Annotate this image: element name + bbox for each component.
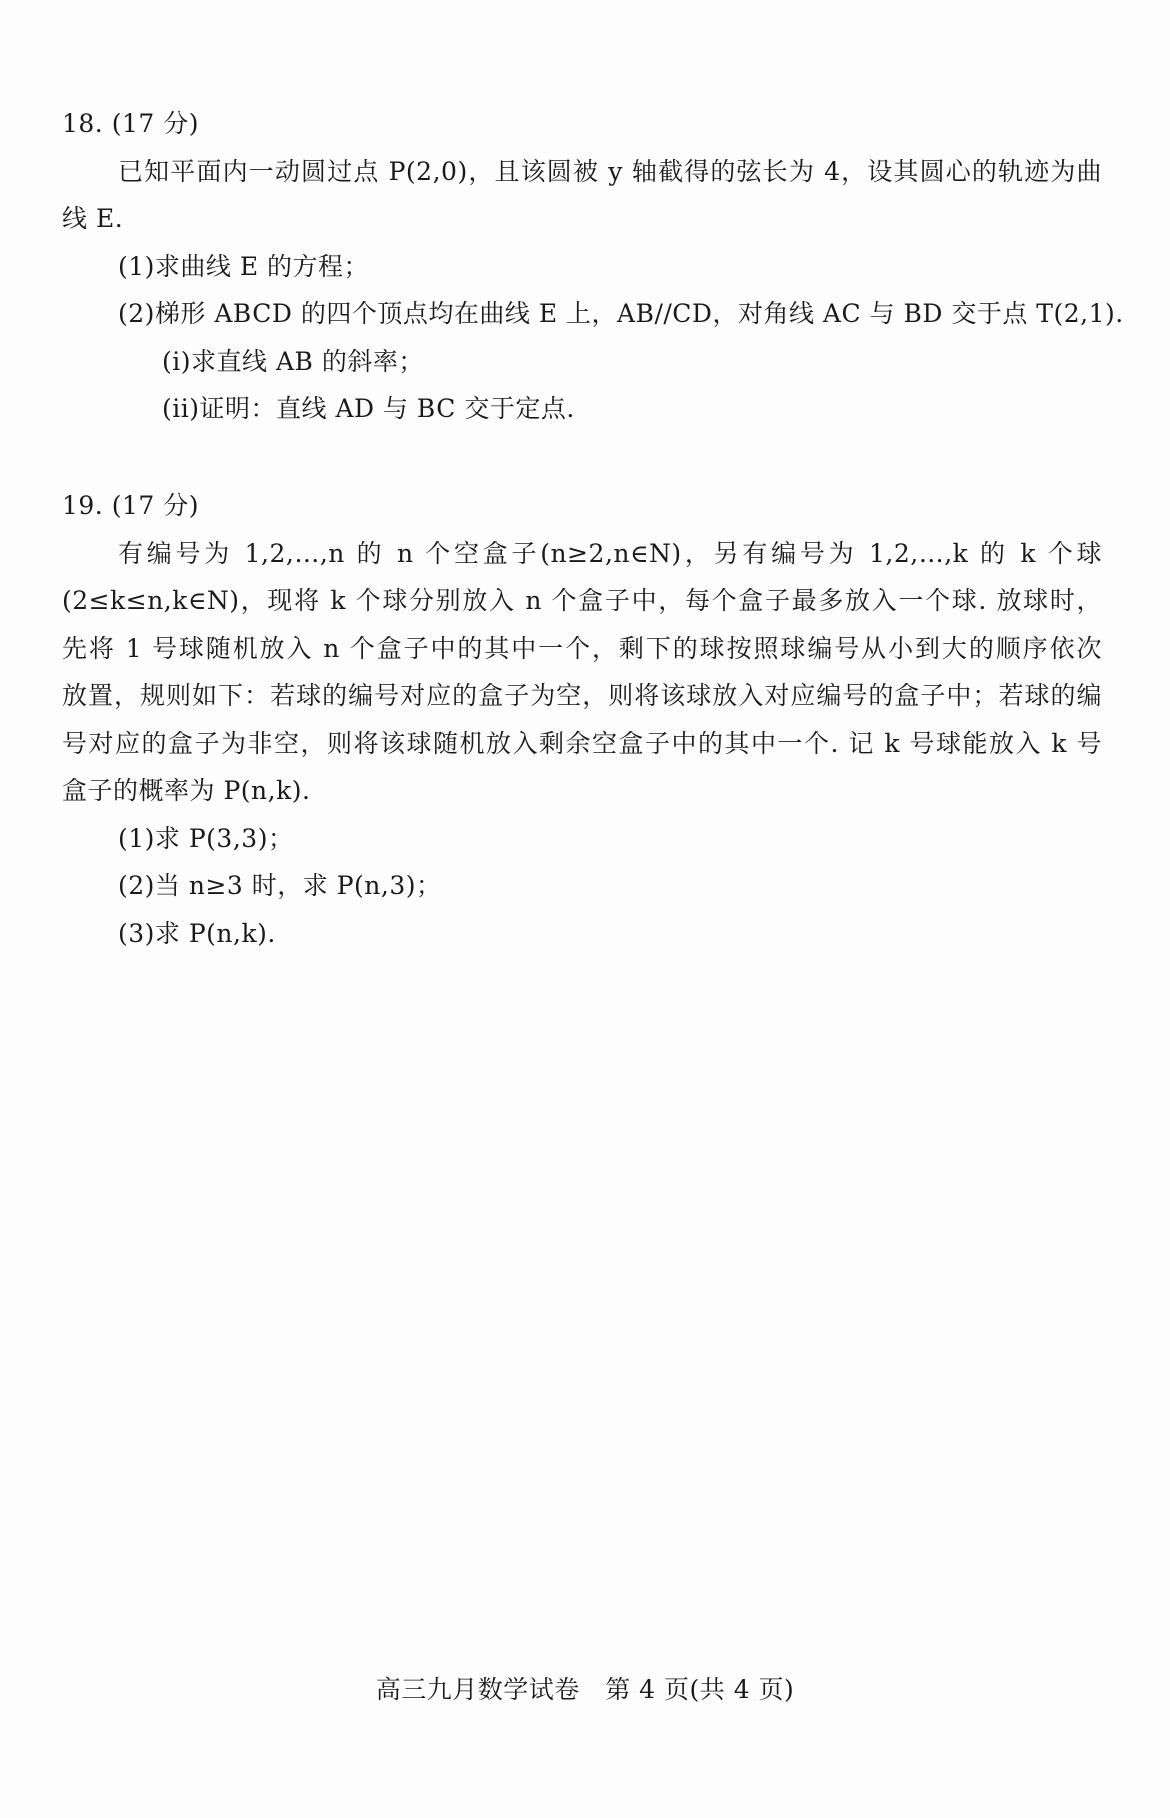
problem-18-sub-ii: (ii)证明：直线 AD 与 BC 交于定点. [162,394,575,423]
problem-18-stem-line-2: 线 E. [62,204,124,233]
problem-19-part-1: (1)求 P(3,3)； [118,823,294,853]
problem-18-stem-line-1: 已知平面内一动圆过点 P(2,0)，且该圆被 y 轴截得的弦长为 4，设其圆心的轨迹为曲 [118,156,1102,186]
problem-18-header: 18. (17 分) [62,109,199,138]
problem-19-stem-line-2: (2≤k≤n,k∈N)，现将 k 个球分别放入 n 个盒子中，每个盒子最多放入一个球. 放球时， [62,586,1102,615]
problem-19 [62,482,1102,957]
problem-19-stem-line-5: 号对应的盒子为非空，则将该球随机放入剩余空盒子中的其中一个. 记 k 号球能放入 k 号 [62,728,1102,758]
problem-18 [62,100,1124,433]
problem-18-part-2: (2)梯形 ABCD 的四个顶点均在曲线 E 上，AB//CD，对角线 AC 与 BD 交于点 T(2,1). [118,299,1124,328]
problem-19-stem-line-3: 先将 1 号球随机放入 n 个盒子中的其中一个，剩下的球按照球编号从小到大的顺序依次 [62,633,1102,663]
problem-18-part-1: (1)求曲线 E 的方程； [118,251,370,281]
problem-19-part-2: (2)当 n≥3 时，求 P(n,3)； [118,871,442,900]
problem-18-sub-i: (i)求直线 AB 的斜率； [162,346,424,376]
page-footer: 高三九月数学试卷 第 4 页(共 4 页) [375,1675,795,1704]
problem-19-stem-line-4: 放置，规则如下：若球的编号对应的盒子为空，则将该球放入对应编号的盒子中；若球的编 [62,681,1102,710]
problem-19-stem-line-6: 盒子的概率为 P(n,k). [62,776,311,805]
problem-19-header: 19. (17 分) [62,491,199,520]
problem-19-stem-line-1: 有编号为 1,2,…,n 的 n 个空盒子(n≥2,n∈N)，另有编号为 1,2,…,k 的 k 个球 [118,538,1102,568]
problem-19-part-3: (3)求 P(n,k). [118,918,276,948]
